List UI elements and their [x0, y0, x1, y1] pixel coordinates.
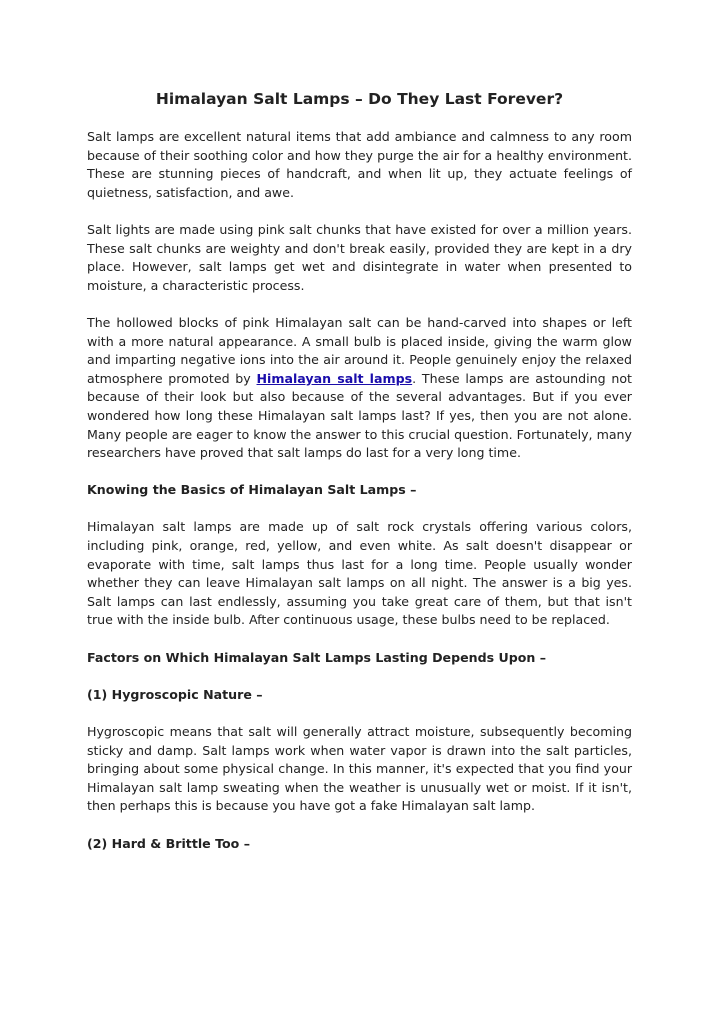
- subheading-hygroscopic: (1) Hygroscopic Nature –: [87, 686, 263, 702]
- salt-lights-paragraph: Salt lights are made using pink salt chunks that have existed for over a million years. These salt chunks are weighty and don't break easily, provided they are kept in a dry place. However, salt lamps get wet and disintegrate in water when presented to moisture, a characteristic process.: [87, 221, 632, 293]
- basics-paragraph: Himalayan salt lamps are made up of salt rock crystals offering various colors, including pink, orange, red, yellow, and even white. As salt doesn't disappear or evaporate with time, salt lamps thus last for a long time. People usually wonder whether they can leave Himalayan salt lamps on all night. The answer is a big yes. Salt lamps can last endlessly, assuming you take great care of them, but that isn't true with the inside bulb. After continuous usage, these bulbs need to be replaced.: [87, 519, 632, 628]
- hygroscopic-paragraph: Hygroscopic means that salt will generally attract moisture, subsequently becoming sticky and damp. Salt lamps work when water vapor is drawn into the salt particles, bringing about some physical change. In this manner, it's expected that you find your Himalayan salt lamp sweating when the weather is unusually wet or moist. If it isn't, then perhaps this is because you have got a fake Himalayan salt lamp.: [87, 724, 632, 814]
- paragraph-text-before-link: The hollowed blocks of pink Himalayan salt can be hand-carved into shapes or left with a more natural appearance. A small bulb is placed inside, giving the warm glow and imparting negative ions into the air around it. People genuinely enjoy the relaxed atmosphere promoted by: [87, 314, 632, 386]
- subheading-hard-brittle: (2) Hard & Brittle Too –: [87, 835, 250, 851]
- document-title: Himalayan Salt Lamps – Do They Last Forever?: [155, 90, 564, 108]
- section-heading-basics: Knowing the Basics of Himalayan Salt Lamps –: [87, 482, 417, 498]
- himalayan-salt-lamps-link[interactable]: Himalayan salt lamps: [256, 370, 413, 386]
- paragraph-text-after-link: . These lamps are astounding not because of their look but also because of the several advantages. But if you ever wondered how long these Himalayan salt lamps last? If yes, then you are not alone. Many people are eager to know the answer to this crucial question. Fortunately, many researchers have proved that salt lamps do last for a very long time.: [87, 370, 632, 461]
- section-heading-factors: Factors on Which Himalayan Salt Lamps Lasting Depends Upon –: [87, 649, 547, 665]
- hollowed-blocks-paragraph: [87, 314, 632, 463]
- document-page: [87, 88, 632, 872]
- intro-paragraph: Salt lamps are excellent natural items that add ambiance and calmness to any room because of their soothing color and how they purge the air for a healthy environment. These are stunning pieces of handcraft, and when lit up, they actuate feelings of quietness, satisfaction, and awe.: [87, 129, 632, 200]
